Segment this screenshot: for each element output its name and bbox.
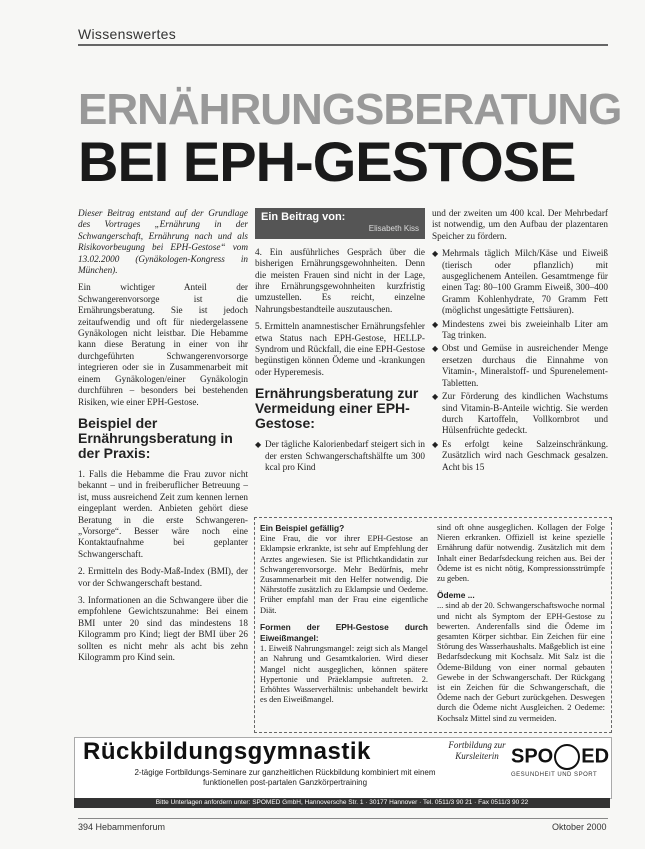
list-item: ◆ Der tägliche Kalorienbedarf steigert sich in der ersten Schwangerschaftshälfte um 300 kcal pro Kind (255, 439, 425, 473)
section-divider (78, 44, 608, 46)
body-paragraph: 5. Ermitteln anamnestischer Ernährungsfehler etwa Status nach EPH-Gestose, HELLP-Syndrom und Rückfall, die eine EPH-Gestose begünstigen können Ödeme und -krankungen oder Hyperemesis. (255, 321, 425, 377)
footer-divider (78, 818, 608, 819)
body-paragraph: 2. Ermitteln des Body-Maß-Index (BMI), der vor der Schwangerschaft bestand. (78, 566, 248, 588)
ad-training-label: Fortbildung zur Kursleiterin (448, 740, 506, 761)
column-1 (78, 208, 248, 669)
body-paragraph: und der zweiten um 400 kcal. Der Mehrbedarf ist notwendig, um den Aufbau der plazentaren Speicher zu fördern. (432, 208, 608, 241)
recommendation-list (255, 439, 425, 473)
info-box-heading: Ein Beispiel gefällig? (260, 523, 345, 533)
ad-subtitle: 2-tägige Fortbildungs-Seminare zur ganzheitlichen Rückbildung kombiniert mit einem funktionellen post-partalen Ganzkörpertraining (134, 768, 436, 787)
info-box-right (437, 523, 605, 724)
body-paragraph: 1. Falls die Hebamme die Frau zuvor nicht bekannt – und in freiberuflicher Betreuung – ist, muss ausreichend Zeit zum kennen lernen eingeplant werden. Anbieten gehört diese Beratung in die erste Schwangeren-„Vorsorge“. Besser wäre noch eine Kontaktaufnahme bei geplanter Schwangerschaft. (78, 468, 248, 559)
info-box-heading: Formen der EPH-Gestose durch Eiweißmangel: (260, 621, 428, 644)
logo-text-a: SPO (511, 745, 554, 768)
subheading-vermeidung: Ernährungsberatung zur Vermeidung einer EPH-Gestose: (255, 385, 419, 432)
list-item: ◆ Es erfolgt keine Salzeinschränkung. Zusätzlich wird nach Geschmack gesalzen. Acht bis 15 (432, 439, 608, 473)
footer-page-journal: 394 Hebammenforum (78, 822, 166, 832)
info-box-heading: Ödeme ... (437, 590, 475, 601)
info-box (254, 517, 612, 733)
section-label: Wissenswertes (78, 26, 177, 42)
logo-text-b: ED (581, 745, 610, 768)
spomed-logo (511, 744, 609, 770)
list-item: ◆ Mindestens zwei bis zweieinhalb Liter am Tag trinken. (432, 319, 608, 342)
body-paragraph: 3. Informationen an die Schwangere über die empfohlene Gewichtszunahme: Bei einem BMI unter 20 sind das mindestens 18 Kilogramm pro Kind; liegt der BMI über 26 sollten es nicht mehr als acht bis zehn Kilogramm pro Kind sein. (78, 594, 248, 662)
info-box-text: Eine Frau, die vor ihrer EPH-Gestose an Eklampsie erkrankte, ist sehr auf Empfehlung der Arztes angewiesen. Sie ist Pflichtkandidatin zur Schwangerenvorsorge. Mehr Bedürfnis, mehr Zusammenarbeit mit den Helfer notwendig. Die Nährstoffe zusätzlich zu Eklampsie und Oedeme. Früher empfahl man der Frau eine eigentliche Diät. (260, 534, 428, 615)
author-box-label: Ein Beitrag von: (261, 211, 346, 223)
logo-tagline: GESUNDHEIT UND SPORT (511, 772, 598, 778)
intro-text: Dieser Beitrag entstand auf der Grundlage des Vortrages „Ernährung in der Schwangerschaft, Ernährung nach und als Risikovorbeugung bei EPH-Gestose“ vom 13.02.2000 (Gynäkologen-Kongress in München). (78, 208, 248, 276)
info-box-text: 1. Eiweiß Nahrungsmangel: zeigt sich als Mangel an Nahrung und Gesamtkalorien. Wird dieser Mangel nicht ausgeglichen, können spätere Hypertonie und Präeklampsie auftreten. 2. Erhöhtes Wasserverhältnis: unbehandelt bewirkt es den Eiweißmangel. (260, 644, 428, 705)
info-box-left (260, 523, 428, 705)
list-item: ◆ Mehrmals täglich Milch/Käse und Eiweiß (tierisch oder pflanzlich) mit ausgeglichenem Anteilen. Gesamtmenge für einen Tag: 80–100 Gramm Eiweiß, 300–400 Gramm Kohlenhydrate, 70 Gramm Fett (möglichst ungesättigte Fettsäuren). (432, 248, 608, 316)
footer-date: Oktober 2000 (552, 822, 607, 832)
list-item: ◆ Zur Förderung des kindlichen Wachstums sind Vitamin-B-Anteile wichtig. Sie werden durch Kartoffeln, Vollkornbrot und Hülsenfrüchte gedeckt. (432, 391, 608, 437)
headline-line2: BEI EPH-GESTOSE (78, 130, 576, 193)
column-2 (255, 208, 425, 476)
info-box-text: sind oft ohne ausgeglichen. Kollagen der Folge Nieren erkranken. Offiziell ist keine spezielle Ernährung dafür notwendig. Zusätzlich mit dem Inhalt einer Bedarfsdeckung reichen aus. Bei der Ödeme ist es nicht nötig, Kompressionsstrümpfe zu geben. (437, 523, 605, 584)
logo-ring-icon (554, 744, 580, 770)
subheading-praxis: Beispiel der Ernährungsberatung in der Praxis: (78, 414, 233, 461)
advertisement[interactable] (74, 737, 612, 799)
headline-line1: ERNÄHRUNGSBERATUNG (78, 85, 622, 134)
ad-title: Rückbildungsgymnastik (83, 738, 371, 765)
author-name: Elisabeth Kiss (368, 224, 419, 234)
ad-contact-bar: Bitte Unterlagen anfordern unter: SPOMED GmbH, Hannoversche Str. 1 · 30177 Hannover · Tel. 0511/3 90 21 · Fax 0511/3 90 22 (74, 798, 610, 808)
recommendation-list (432, 248, 608, 473)
body-paragraph: Ein wichtiger Anteil der Schwangerenvorsorge ist die Ernährungsberatung. Sie ist jedoch zeitaufwendig und oft für niedergelassene Gynäkologen nicht leistbar. Die Hebamme kann diese Beratung in einer von ihr durchgeführten Schwangerenvorsorge integrieren oder sie in Zusammenarbeit mit einem Gynäkologen/einer Gynäkologin durchführen – besonders bei bestehenden Risiken, wie einer EPH-Gestose. (78, 282, 248, 407)
list-item: ◆ Obst und Gemüse in ausreichender Menge ersetzen durchaus die Einnahme von Vitamin-, Mineralstoff- und Spurenelement-Tabletten. (432, 343, 608, 389)
info-box-text: ... sind ab der 20. Schwangerschaftswoche normal und nicht als Symptom der EPH-Gestose zu bewerten. Anderenfalls sind die Ödeme im gesamten Körper sichtbar. Ein Zeichen für eine Störung des Wasserhaushalts. Maßgeblich ist eine Bedarfsdeckung mit Kochsalz. Mit Salz ist die Ödeme-Bildung von einer normal gebauten Gewebe in der Schwangerschaft. Der Rückgang ist ein Zeichen für die Schwangerschaft, die Ödeme nach der Geburt zurückgehen. Deswegen durch die Ödeme nicht Ausgleichen. 2 Oedeme: Kochsalz Mittel sind zu vermeiden. (437, 601, 605, 723)
body-paragraph: 4. Ein ausführliches Gespräch über die bisherigen Ernährungsgewohnheiten. Denn die meisten Frauen sind nicht in der Lage, ihre Ernährungsgewohnheiten kurzfristig umzustellen. Es reicht, einzelne Nahrungsbestandteile auszutauschen. (255, 246, 425, 314)
author-box (255, 208, 425, 239)
column-3 (432, 208, 608, 475)
